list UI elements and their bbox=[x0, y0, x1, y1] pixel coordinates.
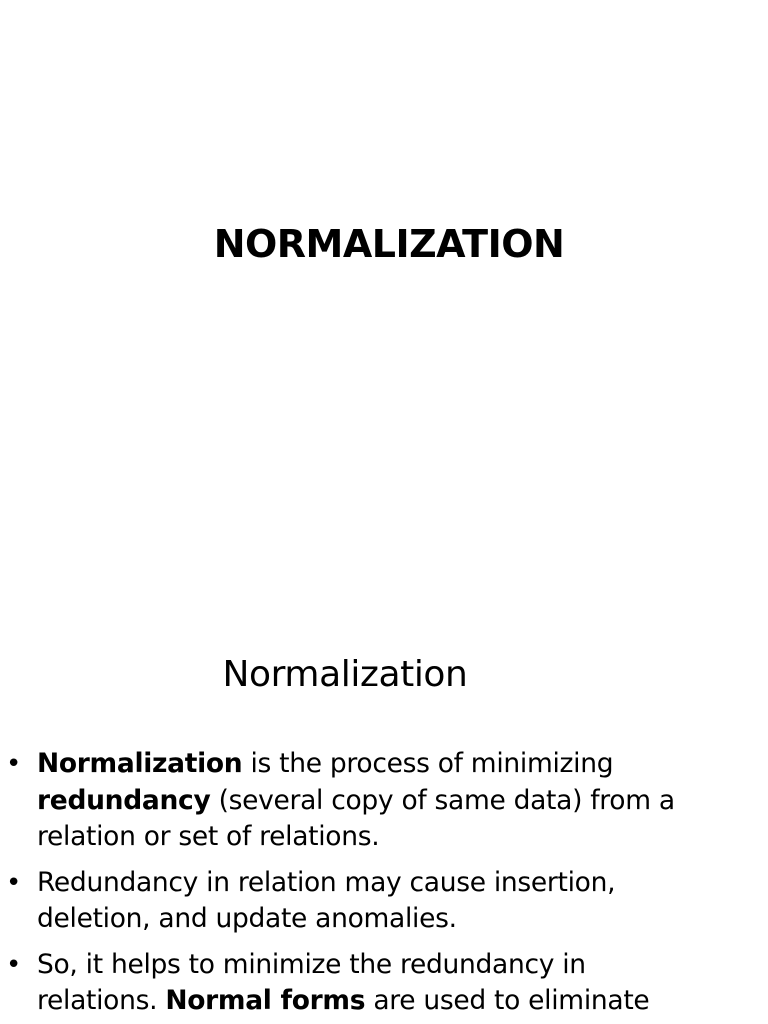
term-redundancy: redundancy bbox=[37, 784, 211, 816]
bullet-icon: • bbox=[6, 749, 22, 779]
bullet-item-normal-forms bbox=[0, 947, 768, 1020]
bullet-list bbox=[0, 746, 768, 1020]
term-normalization: Normalization bbox=[37, 748, 243, 779]
bullet-item-anomalies bbox=[0, 865, 768, 938]
bullet-text: Redundancy in relation may cause insertion, deletion, and update anomalies. bbox=[37, 866, 616, 934]
section-heading: Normalization bbox=[222, 654, 468, 695]
bullet-text: is the process of minimizing bbox=[242, 748, 614, 779]
bullet-icon: • bbox=[6, 867, 22, 898]
bullet-text: So, it helps to minimize the redundancy in relations. bbox=[37, 948, 586, 1016]
term-normal-forms: Normal forms bbox=[165, 985, 366, 1016]
slide-title: NORMALIZATION bbox=[213, 222, 565, 266]
bullet-text: (several copy of same data) from a relation or set of relations. bbox=[37, 784, 675, 852]
bullet-icon: • bbox=[6, 949, 22, 980]
bullet-text: are used to eliminate bbox=[365, 985, 650, 1016]
bullet-item-definition bbox=[0, 746, 768, 856]
